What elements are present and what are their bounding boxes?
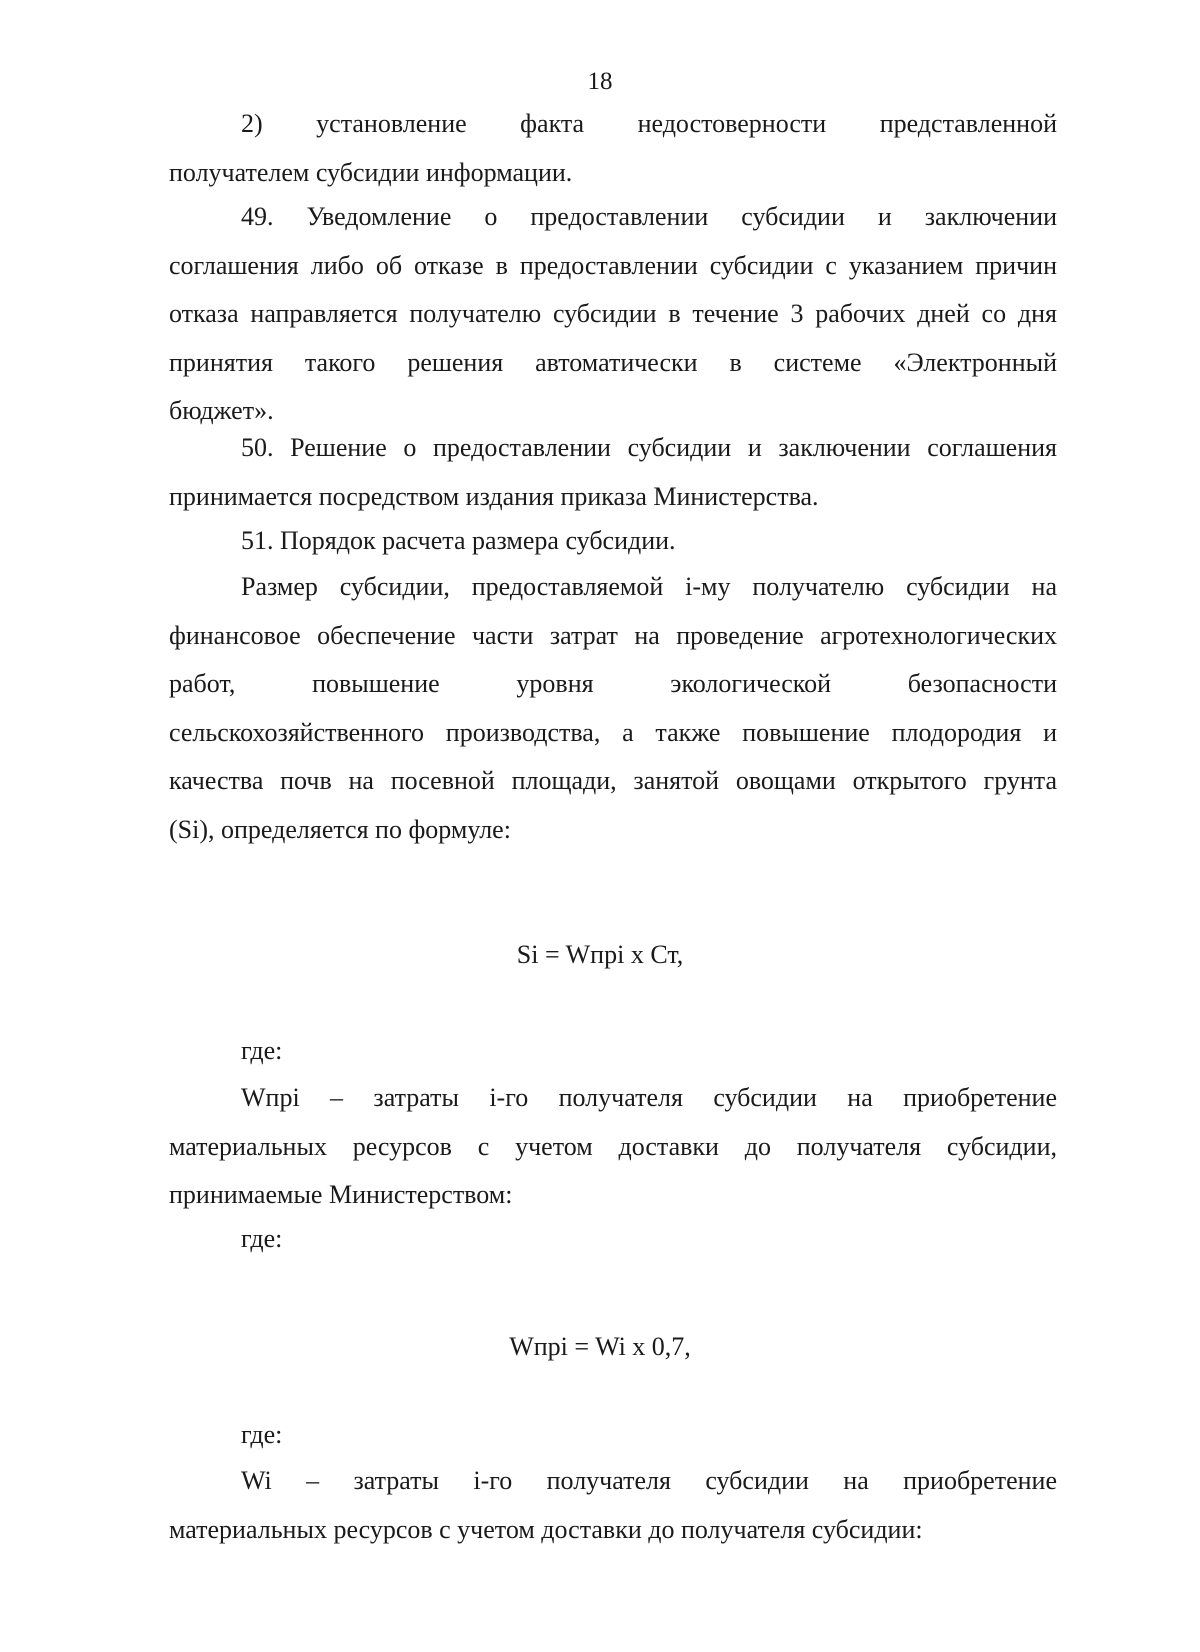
text-line: 2) установление факта недостоверности представленной — [241, 109, 1057, 138]
text-line: 50. Решение о предоставлении субсидии и заключении соглашения — [241, 433, 1057, 462]
text-line: принятия такого решения автоматически в системе «Электронный — [169, 347, 1057, 377]
text-line: получателем субсидии информации. — [169, 157, 573, 187]
paragraph-wpri — [169, 1074, 1057, 1220]
text-line: где: — [241, 1036, 283, 1065]
where-label — [169, 1027, 1057, 1076]
text-line: Размер субсидии, предоставляемой i-му получателю субсидии на — [241, 572, 1057, 601]
formula-wpri: Wпрi = Wi x 0,7, — [509, 1332, 691, 1361]
text-line: работ, повышение уровня экологической безопасности — [169, 669, 1057, 698]
text-line: материальных ресурсов с учетом доставки до получателя субсидии: — [169, 1514, 923, 1544]
text-line: Wпрi – затраты i-го получателя субсидии на приобретение — [241, 1083, 1057, 1112]
text-line: бюджет». — [169, 396, 274, 425]
formula-si: Si = Wпрi x Ст, — [516, 940, 684, 969]
text-line: принимается посредством издания приказа Министерства. — [169, 481, 819, 511]
text-line: 51. Порядок расчета размера субсидии. — [241, 526, 676, 555]
text-line: (Si), определяется по формуле: — [169, 814, 511, 844]
where-label — [169, 1411, 1057, 1460]
text-line: где: — [241, 1224, 283, 1253]
text-line: где: — [241, 1420, 283, 1449]
text-line: финансовое обеспечение части затрат на проведение агротехнологических — [169, 620, 1057, 650]
text-line: 49. Уведомление о предоставлении субсидии и заключении — [241, 202, 1057, 231]
text-line: принимаемые Министерством: — [169, 1180, 513, 1209]
paragraph-51 — [169, 517, 1057, 566]
page-number: 18 — [587, 68, 613, 95]
paragraph-subsidy-size — [169, 563, 1057, 854]
text-line: отказа направляется получателю субсидии в течение 3 рабочих дней со дня — [169, 299, 1057, 328]
paragraph-50 — [169, 424, 1057, 521]
text-line: материальных ресурсов с учетом доставки до получателя субсидии, — [169, 1131, 1057, 1161]
text-line: соглашения либо об отказе в предоставлении субсидии с указанием причин — [169, 250, 1057, 280]
paragraph-item-2 — [169, 100, 1057, 197]
where-label — [169, 1215, 1057, 1264]
paragraph-wi — [169, 1457, 1057, 1554]
text-line: качества почв на посевной площади, занятой овощами открытого грунта — [169, 766, 1057, 795]
text-line: Wi – затраты i-го получателя субсидии на приобретение — [241, 1466, 1057, 1495]
text-line: сельскохозяйственного производства, а также повышение плодородия и — [169, 717, 1057, 747]
paragraph-49 — [169, 193, 1057, 436]
